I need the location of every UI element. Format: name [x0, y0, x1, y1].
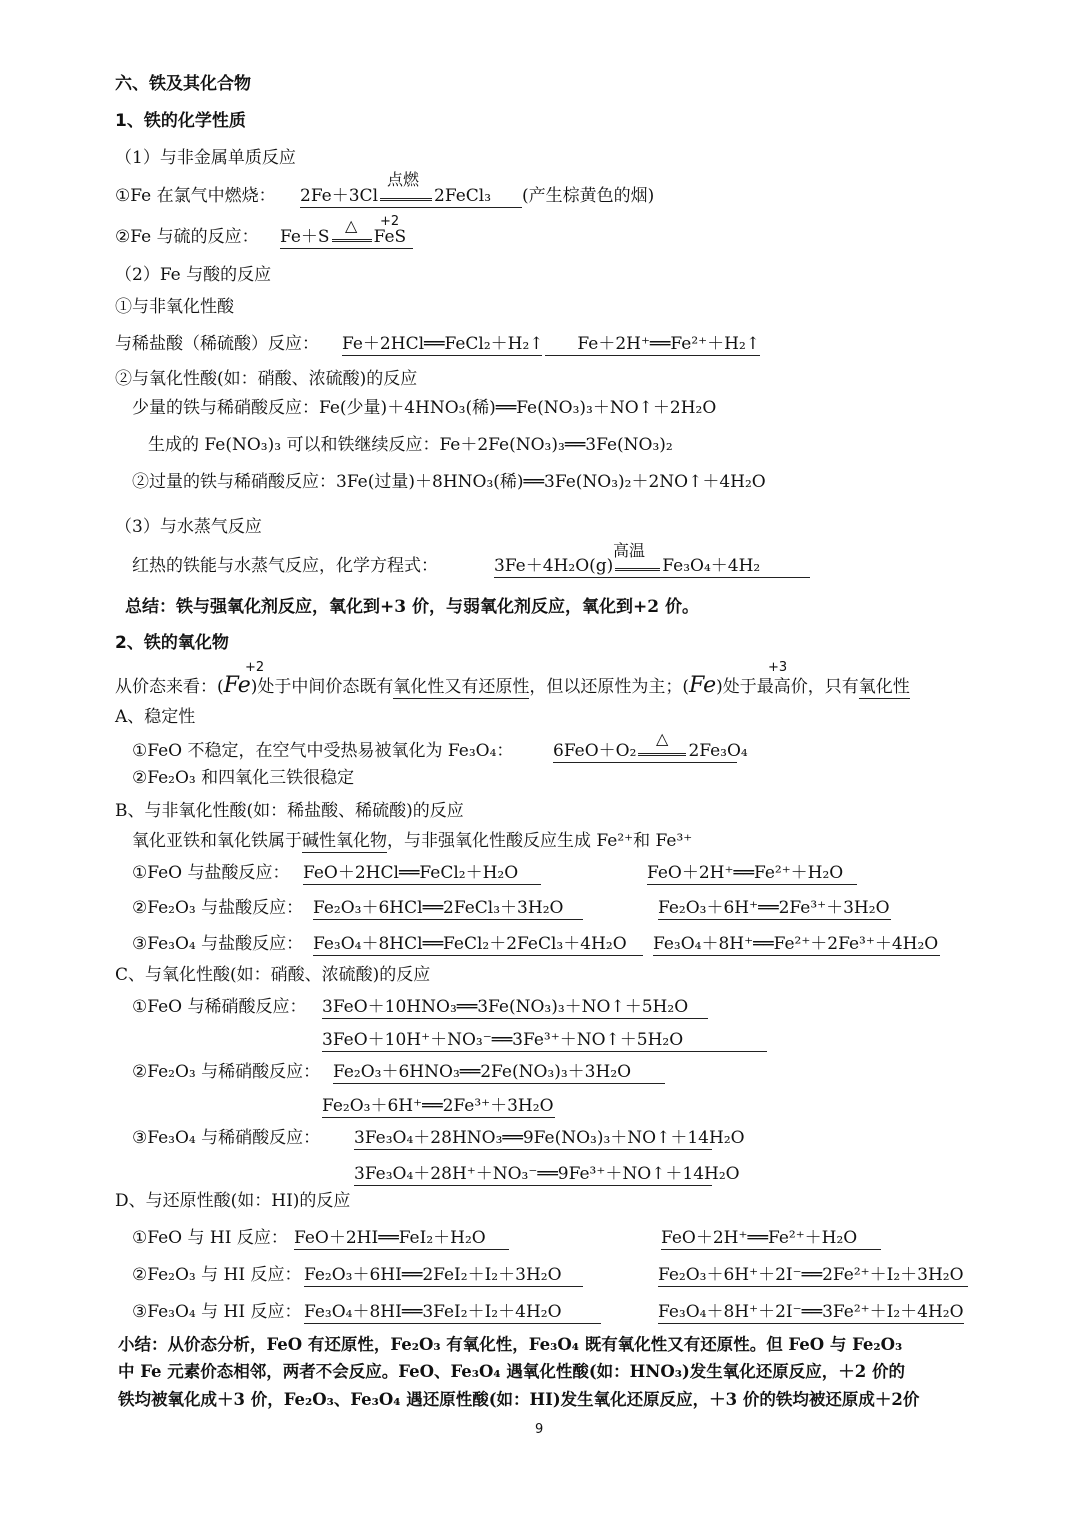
ionic-equation: FeO＋2H⁺══Fe²⁺＋H₂O — [647, 863, 857, 885]
subsection-heading: 2、铁的氧化物 — [115, 633, 229, 653]
text-line: （2）Fe 与酸的反应 — [115, 265, 272, 285]
ionic-equation: 3FeO＋10H⁺＋NO₃⁻══3Fe³⁺＋NO↑＋5H₂O — [322, 1030, 767, 1052]
equation: 3Fe₃O₄＋28HNO₃══9Fe(NO₃)₃＋NO↑＋14H₂O — [354, 1128, 712, 1150]
text-line: ①FeO 与稀硝酸反应： — [132, 997, 307, 1017]
text-line: D、与还原性酸(如：HI)的反应 — [115, 1191, 351, 1211]
ionic-equation: FeO＋2H⁺══Fe²⁺＋H₂O — [661, 1228, 881, 1250]
equation — [300, 186, 522, 208]
equation-reactants: 6FeO＋O₂ — [553, 741, 637, 761]
equation: Fe₃O₄＋8HI══3FeI₂＋I₂＋4H₂O — [304, 1302, 601, 1324]
text-line: ②Fe₂O₃ 和四氧化三铁很稳定 — [132, 768, 355, 788]
reaction-condition: 高温 — [613, 541, 646, 560]
ionic-equation: Fe₂O₃＋6H⁺＋2I⁻══2Fe²⁺＋I₂＋3H₂O — [658, 1265, 968, 1287]
text-line: C、与氧化性酸(如：硝酸、浓硫酸)的反应 — [115, 965, 431, 985]
equation: Fe₂O₃＋6HCl══2FeCl₃＋3H₂O — [313, 898, 583, 920]
text-line: 生成的 Fe(NO₃)₃ 可以和铁继续反应：Fe＋2Fe(NO₃)₃══3Fe(NO₃)₂ — [148, 435, 673, 455]
text-line: ②Fe₂O₃ 与盐酸反应： — [132, 898, 304, 918]
equation: Fe₃O₄＋8HCl══FeCl₂＋2FeCl₃＋4H₂O — [313, 934, 643, 956]
text-line: ③Fe₃O₄ 与稀硝酸反应： — [132, 1128, 321, 1148]
ionic-equation: Fe₃O₄＋8H⁺＋2I⁻══3Fe²⁺＋I₂＋4H₂O — [658, 1302, 964, 1324]
summary-line: 铁均被氧化成＋3 价，Fe₂O₃、Fe₃O₄ 遇还原性酸(如：HI)发生氧化还原反应，＋3 价的铁均被还原成＋2价 — [118, 1390, 920, 1409]
text-line: ①Fe 在氯气中燃烧： — [115, 186, 276, 206]
summary-line: 中 Fe 元素价态相邻，两者不会反应。FeO、Fe₃O₄ 遇氧化性酸(如：HNO₃)发生氧化还原反应，＋2 价的 — [118, 1362, 905, 1381]
valence-mark: +2 — [380, 214, 400, 229]
text-line: 从价态来看：(Fe)处于中间价态既有氧化性又有还原性，但以还原性为主；(Fe)处于最高价，只有氧化性 — [115, 673, 910, 698]
reaction-condition: △ — [656, 729, 669, 748]
equation: Fe₂O₃＋6HI══2FeI₂＋I₂＋3H₂O — [304, 1265, 583, 1287]
text-line: （1）与非金属单质反应 — [115, 148, 296, 168]
text-line: （3）与水蒸气反应 — [115, 517, 262, 537]
text-line: ②Fe₂O₃ 与 HI 反应： — [132, 1265, 302, 1285]
valence-mark: +2 — [245, 660, 265, 675]
ionic-equation: Fe₃O₄＋8H⁺══Fe²⁺＋2Fe³⁺＋4H₂O — [653, 934, 940, 956]
equation: FeO＋2HCl══FeCl₂＋H₂O — [303, 863, 541, 885]
text-line: (产生棕黄色的烟) — [522, 186, 655, 206]
subsection-heading: 1、铁的化学性质 — [115, 111, 246, 131]
ionic-equation: Fe₂O₃＋6H⁺══2Fe³⁺＋3H₂O — [658, 898, 891, 920]
valence-mark: +3 — [768, 660, 788, 675]
text-line: B、与非氧化性酸(如：稀盐酸、稀硫酸)的反应 — [115, 801, 464, 821]
ionic-equation: 3Fe₃O₄＋28H⁺＋NO₃⁻══9Fe³⁺＋NO↑＋14H₂O — [354, 1164, 712, 1186]
equation — [494, 556, 810, 578]
text-line: ①FeO 与盐酸反应： — [132, 863, 290, 883]
summary-line: 小结：从价态分析，FeO 有还原性，Fe₂O₃ 有氧化性，Fe₃O₄ 既有氧化性又有还原性。但 FeO 与 Fe₂O₃ — [118, 1335, 903, 1354]
reaction-arrow — [615, 560, 660, 571]
text-line: 氧化亚铁和氧化铁属于碱性氧化物，与非强氧化性酸反应生成 Fe²⁺和 Fe³⁺ — [132, 831, 693, 851]
reaction-arrow — [380, 190, 432, 201]
text-line: ①FeO 与 HI 反应： — [132, 1228, 288, 1248]
text-line: A、稳定性 — [115, 707, 196, 727]
summary-line: 总结：铁与强氧化剂反应，氧化到+3 价，与弱氧化剂反应，氧化到+2 价。 — [125, 597, 699, 617]
equation-reactants: 3Fe＋4H₂O(g) — [494, 556, 614, 576]
text-line: ②Fe 与硫的反应： — [115, 227, 259, 247]
equation: Fe＋2HCl══FeCl₂＋H₂↑ — [342, 334, 542, 356]
ionic-equation: Fe₂O₃＋6H⁺══2Fe³⁺＋3H₂O — [322, 1096, 555, 1118]
equation-reactants: 2Fe＋3Cl — [300, 186, 379, 206]
text-line: ②Fe₂O₃ 与稀硝酸反应： — [132, 1062, 321, 1082]
text-line: ②与氧化性酸(如：硝酸、浓硫酸)的反应 — [115, 369, 418, 389]
text-line: 少量的铁与稀硝酸反应：Fe(少量)＋4HNO₃(稀)══Fe(NO₃)₃＋NO↑＋2H₂O — [132, 398, 717, 418]
text-line: ①与非氧化性酸 — [115, 297, 234, 317]
equation-products: 2Fe₃O₄ — [688, 741, 748, 761]
text-line: 红热的铁能与水蒸气反应，化学方程式： — [132, 556, 438, 576]
equation-reactants: Fe＋S — [280, 227, 330, 247]
reaction-condition: 点燃 — [387, 170, 420, 189]
text-line: 与稀盐酸（稀硫酸）反应： — [115, 334, 319, 354]
text-line: ③Fe₃O₄ 与 HI 反应： — [132, 1302, 302, 1322]
text-line: ③Fe₃O₄ 与盐酸反应： — [132, 934, 304, 954]
text-line: ②过量的铁与稀硝酸反应：3Fe(过量)＋8HNO₃(稀)══3Fe(NO₃)₂＋2NO↑＋4H₂O — [132, 472, 766, 492]
section-heading: 六、铁及其化合物 — [115, 74, 251, 94]
equation-products: Fe₃O₄＋4H₂ — [662, 556, 761, 576]
reaction-condition: △ — [345, 216, 358, 235]
ionic-equation: Fe＋2H⁺══Fe²⁺＋H₂↑ — [545, 334, 760, 356]
equation: 3FeO＋10HNO₃══3Fe(NO₃)₃＋NO↑＋5H₂O — [322, 997, 708, 1019]
text-line: ①FeO 不稳定，在空气中受热易被氧化为 Fe₃O₄： — [132, 741, 514, 761]
equation: FeO＋2HI══FeI₂＋H₂O — [294, 1228, 509, 1250]
page-number: 9 — [535, 1422, 544, 1437]
equation-products: 2FeCl₃ — [434, 186, 492, 206]
equation-products: FeS — [373, 227, 407, 247]
equation: Fe₂O₃＋6HNO₃══2Fe(NO₃)₃＋3H₂O — [333, 1062, 665, 1084]
equation — [553, 741, 748, 763]
